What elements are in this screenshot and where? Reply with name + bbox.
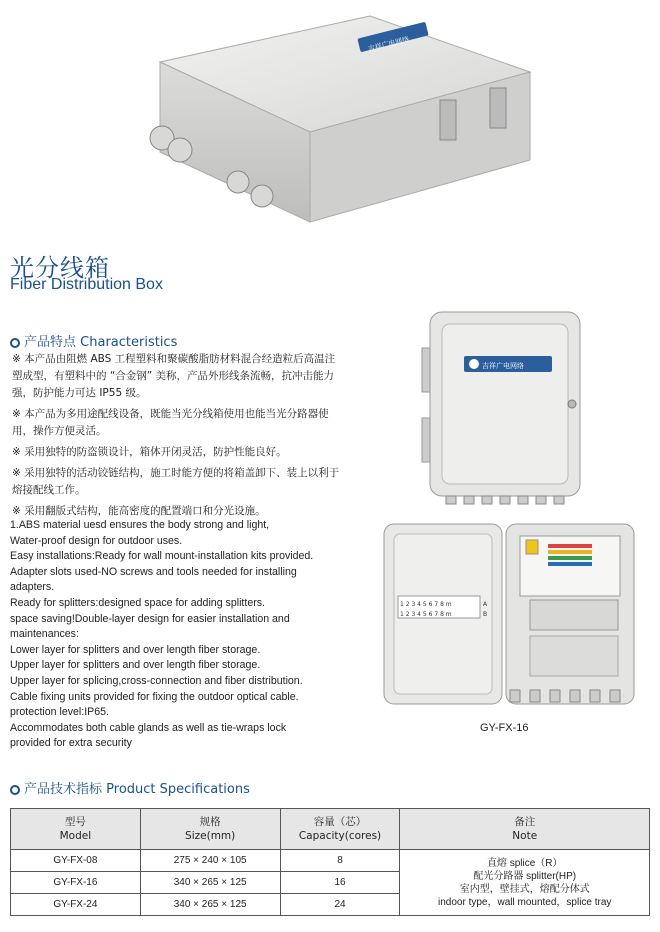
product-photo-open bbox=[380, 520, 638, 710]
table-row bbox=[11, 850, 650, 872]
page-title-en: Fiber Distribution Box bbox=[10, 276, 163, 293]
characteristic-en-line: Ready for splitters:designed space for adding splitters. bbox=[10, 596, 265, 609]
spec-table bbox=[10, 808, 650, 916]
column-header-capacity: 容量（芯） Capacity(cores) bbox=[280, 809, 400, 850]
specifications-heading-en: Product Specifications bbox=[106, 782, 250, 797]
characteristics-cn-list bbox=[12, 351, 342, 524]
hero-brand-badge: 吉祥广电网络 bbox=[367, 35, 410, 54]
cell-capacity: 24 bbox=[280, 894, 400, 916]
characteristic-cn-item: ※ 采用翻版式结构，能高密度的配置端口和分光设施。 bbox=[12, 505, 266, 517]
characteristic-en-line: Water-proof design for outdoor uses. bbox=[10, 534, 183, 547]
characteristic-en-line: Adapter slots used-NO screws and tools needed for installing bbox=[10, 565, 297, 578]
characteristic-en-line: 1.ABS material uesd ensures the body strong and light, bbox=[10, 519, 270, 531]
tray-row-label-a: A bbox=[483, 601, 488, 608]
characteristic-en-line: maintenances: bbox=[10, 628, 79, 641]
characteristic-en-line: Upper layer for splitters and over length fiber storage. bbox=[10, 659, 261, 672]
column-header-note: 备注 Note bbox=[400, 809, 650, 850]
characteristic-en-line: space saving!Double-layer design for easier installation and bbox=[10, 612, 290, 625]
circle-bullet-icon bbox=[10, 338, 20, 348]
note-line: 室内型，壁挂式，熔配分体式 bbox=[459, 883, 590, 895]
characteristic-cn-item: ※ 采用独特的防盗锁设计，箱体开闭灵活，防护性能良好。 bbox=[12, 446, 287, 458]
tray-number-row-b: 1 2 3 4 5 6 7 8 m bbox=[400, 611, 452, 618]
cell-size: 275 × 240 × 105 bbox=[140, 850, 280, 872]
tray-number-row-a: 1 2 3 4 5 6 7 8 m bbox=[400, 601, 452, 608]
cell-note bbox=[400, 850, 650, 916]
characteristic-en-line: Easy installations:Ready for wall mount-installation kits provided. bbox=[10, 550, 314, 563]
note-line: 直熔 splice（R） bbox=[486, 857, 563, 869]
characteristic-en-line: Cable fixing units provided for fixing the outdoor optical cable. bbox=[10, 690, 299, 703]
cell-capacity: 8 bbox=[280, 850, 400, 872]
column-header-model: 型号 Model bbox=[11, 809, 141, 850]
characteristic-en-line: adapters. bbox=[10, 581, 55, 594]
characteristics-heading bbox=[10, 331, 177, 350]
closed-box-brand-badge: 吉祥广电网络 bbox=[482, 362, 524, 370]
characteristic-cn-item: ※ 本产品为多用途配线设备，既能当光分线箱使用也能当光分路器使用，操作方便灵活。 bbox=[12, 408, 329, 437]
note-line: indoor type，wall mounted，splice tray bbox=[438, 896, 612, 908]
cell-capacity: 16 bbox=[280, 872, 400, 894]
page-title-cn: 光分线箱 bbox=[10, 254, 110, 282]
spec-table-header-row bbox=[11, 809, 650, 850]
characteristic-en-line: Accommodates both cable glands as well as tie-wraps lock bbox=[10, 721, 287, 734]
characteristic-cn-item: ※ 采用独特的活动铰链结构，施工时能方便的将箱盖卸下、装上以利于熔接配线工作。 bbox=[12, 467, 340, 496]
characteristic-en-line: protection level:IP65. bbox=[10, 706, 109, 719]
specifications-heading-cn: 产品技术指标 bbox=[24, 782, 103, 797]
product-photo-closed bbox=[420, 308, 590, 508]
product-photo-top bbox=[140, 2, 540, 240]
note-line: 配光分路器 splitter(HP) bbox=[473, 870, 577, 882]
characteristic-cn-item: ※ 本产品由阻燃 ABS 工程塑料和聚碳酸脂肪材料混合经造粒后高温注塑成型，有塑料中的 “合金钢” 美称，产品外形线条流畅，抗冲击能力强，防护能力可达 IP55 级。 bbox=[12, 353, 336, 399]
cell-size: 340 × 265 × 125 bbox=[140, 872, 280, 894]
cell-model: GY-FX-16 bbox=[11, 872, 141, 894]
characteristic-en-line: Lower layer for splitters and over length fiber storage. bbox=[10, 643, 261, 656]
model-caption: GY-FX-16 bbox=[480, 722, 529, 734]
characteristic-en-line: provided for extra security bbox=[10, 737, 132, 750]
characteristic-en-line: Upper layer for splicing,cross-connection and fiber distribution. bbox=[10, 674, 303, 687]
tray-row-label-b: B bbox=[483, 611, 488, 618]
characteristics-en-list bbox=[10, 518, 340, 752]
characteristics-heading-en: Characteristics bbox=[80, 335, 178, 350]
cell-size: 340 × 265 × 125 bbox=[140, 894, 280, 916]
column-header-size: 规格 Size(mm) bbox=[140, 809, 280, 850]
circle-bullet-icon bbox=[10, 785, 20, 795]
characteristics-heading-cn: 产品特点 bbox=[24, 335, 77, 350]
cell-model: GY-FX-24 bbox=[11, 894, 141, 916]
cell-model: GY-FX-08 bbox=[11, 850, 141, 872]
specifications-heading bbox=[10, 778, 250, 797]
